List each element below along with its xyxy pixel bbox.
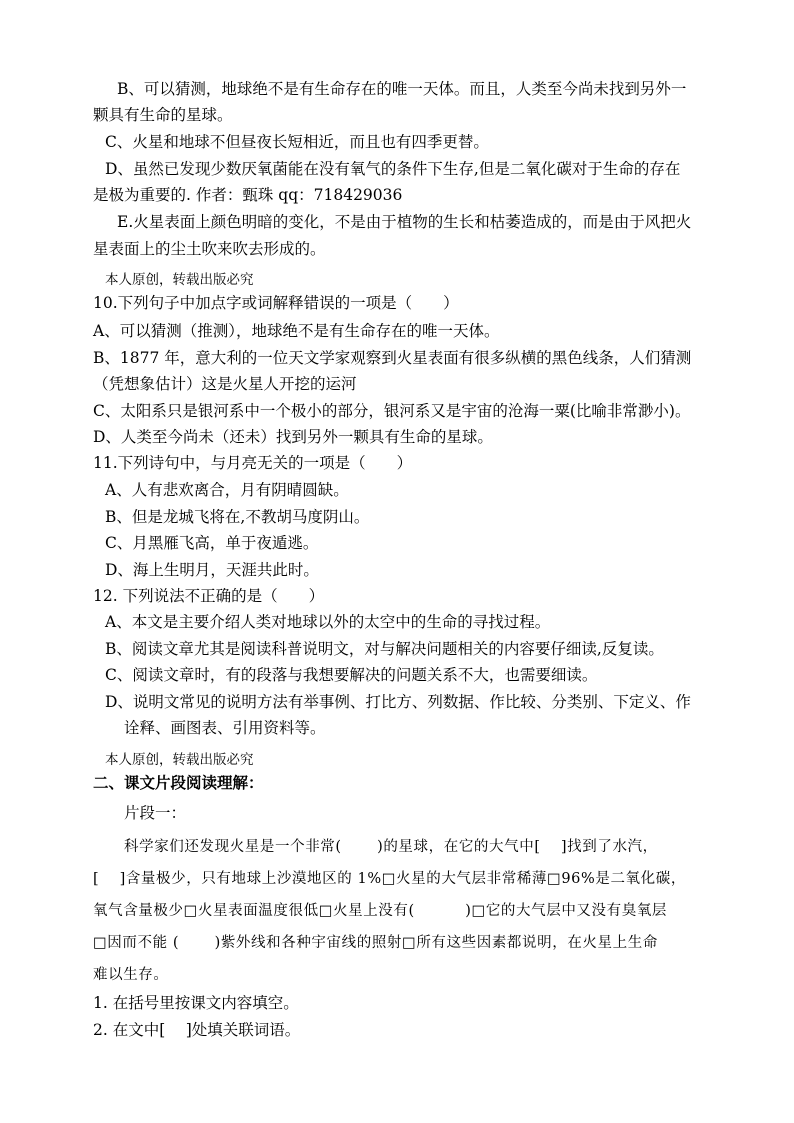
q9-option-d-line1: D、虽然已发现少数厌氧菌能在没有氧气的条件下生存,但是二氧化碳对于生命的存在 xyxy=(105,160,681,178)
q10-option-b-line2: （凭想象估计）这是火星人开挖的运河 xyxy=(93,375,357,393)
q12-option-b: B、阅读文章尤其是阅读科普说明文，对与解决问题相关的内容要仔细读,反复读。 xyxy=(105,640,664,658)
q12-option-c: C、阅读文章时，有的段落与我想要解决的问题关系不大，也需要细读。 xyxy=(105,666,598,684)
q11-option-a: A、人有悲欢离合，月有阴晴圆缺。 xyxy=(105,481,349,499)
q11-option-b: B、但是龙城飞将在,不教胡马度阴山。 xyxy=(105,508,370,526)
q10-option-c: C、太阳系只是银河系中一个极小的部分，银河系又是宇宙的沧海一粟(比喻非常渺小)。 xyxy=(93,402,691,420)
passage-line: 科学家们还发现火星是一个非常( )的星球，在它的大气中[ ]找到了水汽， xyxy=(124,839,658,855)
section-heading: 二、课文片段阅读理解： xyxy=(93,773,264,792)
passage-line: □因而不能 ( )紫外线和各种宇宙线的照射□所有这些因素都说明，在火星上生命 xyxy=(93,935,658,951)
copyright-notice: 本人原创，转载出版必究 xyxy=(105,752,254,768)
q9-option-b-line2: 颗具有生命的星球。 xyxy=(93,106,233,124)
passage-line: 难以生存。 xyxy=(93,967,169,983)
q12-stem: 12. 下列说法不正确的是（ ） xyxy=(93,587,325,605)
fragment-label: 片段一： xyxy=(124,804,187,822)
q9-option-e-line1: E.火星表面上颜色明暗的变化，不是由于植物的生长和枯萎造成的，而是由于风把火 xyxy=(117,213,692,231)
q12-option-a: A、本文是主要介绍人类对地球以外的太空中的生命的寻找过程。 xyxy=(105,613,551,631)
q12-option-d-line1: D、说明文常见的说明方法有举事例、打比方、列数据、作比较、分类别、下定义、作 xyxy=(105,693,691,711)
passage-line: 氧气含量极少□火星表面温度很低□火星上没有( )□它的大气层中又没有臭氧层 xyxy=(93,903,668,919)
q10-option-a: A、可以猜测（推测），地球绝不是有生命存在的唯一天体。 xyxy=(93,322,500,340)
q10-option-d: D、人类至今尚未（还未）找到另外一颗具有生命的星球。 xyxy=(93,428,493,446)
task-2: 2. 在文中[ ]处填关联词语。 xyxy=(93,1021,301,1039)
q9-option-d-line2: 是极为重要的. 作者：甄珠 qq：718429036 xyxy=(93,186,403,204)
q9-option-b-line1: B、可以猜测，地球绝不是有生命存在的唯一天体。而且，人类至今尚未找到另外一 xyxy=(117,80,687,98)
q11-stem: 11.下列诗句中，与月亮无关的一项是（ ） xyxy=(93,454,413,472)
copyright-notice: 本人原创，转载出版必究 xyxy=(105,272,254,288)
q10-option-b-line1: B、1877 年，意大利的一位天文学家观察到火星表面有很多纵横的黑色线条，人们猜测 xyxy=(93,349,692,367)
q11-option-d: D、海上生明月，天涯共此时。 xyxy=(105,561,319,579)
q12-option-d-line2: 诠释、画图表、引用资料等。 xyxy=(124,719,326,737)
passage-line: [ ]含量极少，只有地球上沙漠地区的 1%□火星的大气层非常稀薄□96%是二氧化碳， xyxy=(93,871,686,887)
task-1: 1. 在括号里按课文内容填空。 xyxy=(93,994,299,1012)
q10-stem: 10.下列句子中加点字或词解释错误的一项是（ ） xyxy=(93,294,459,312)
q9-option-c: C、火星和地球不但昼夜长短相近，而且也有四季更替。 xyxy=(105,133,489,151)
q11-option-c: C、月黑雁飞高，单于夜遁逃。 xyxy=(105,534,319,552)
q9-option-e-line2: 星表面上的尘土吹来吹去形成的。 xyxy=(93,240,326,258)
